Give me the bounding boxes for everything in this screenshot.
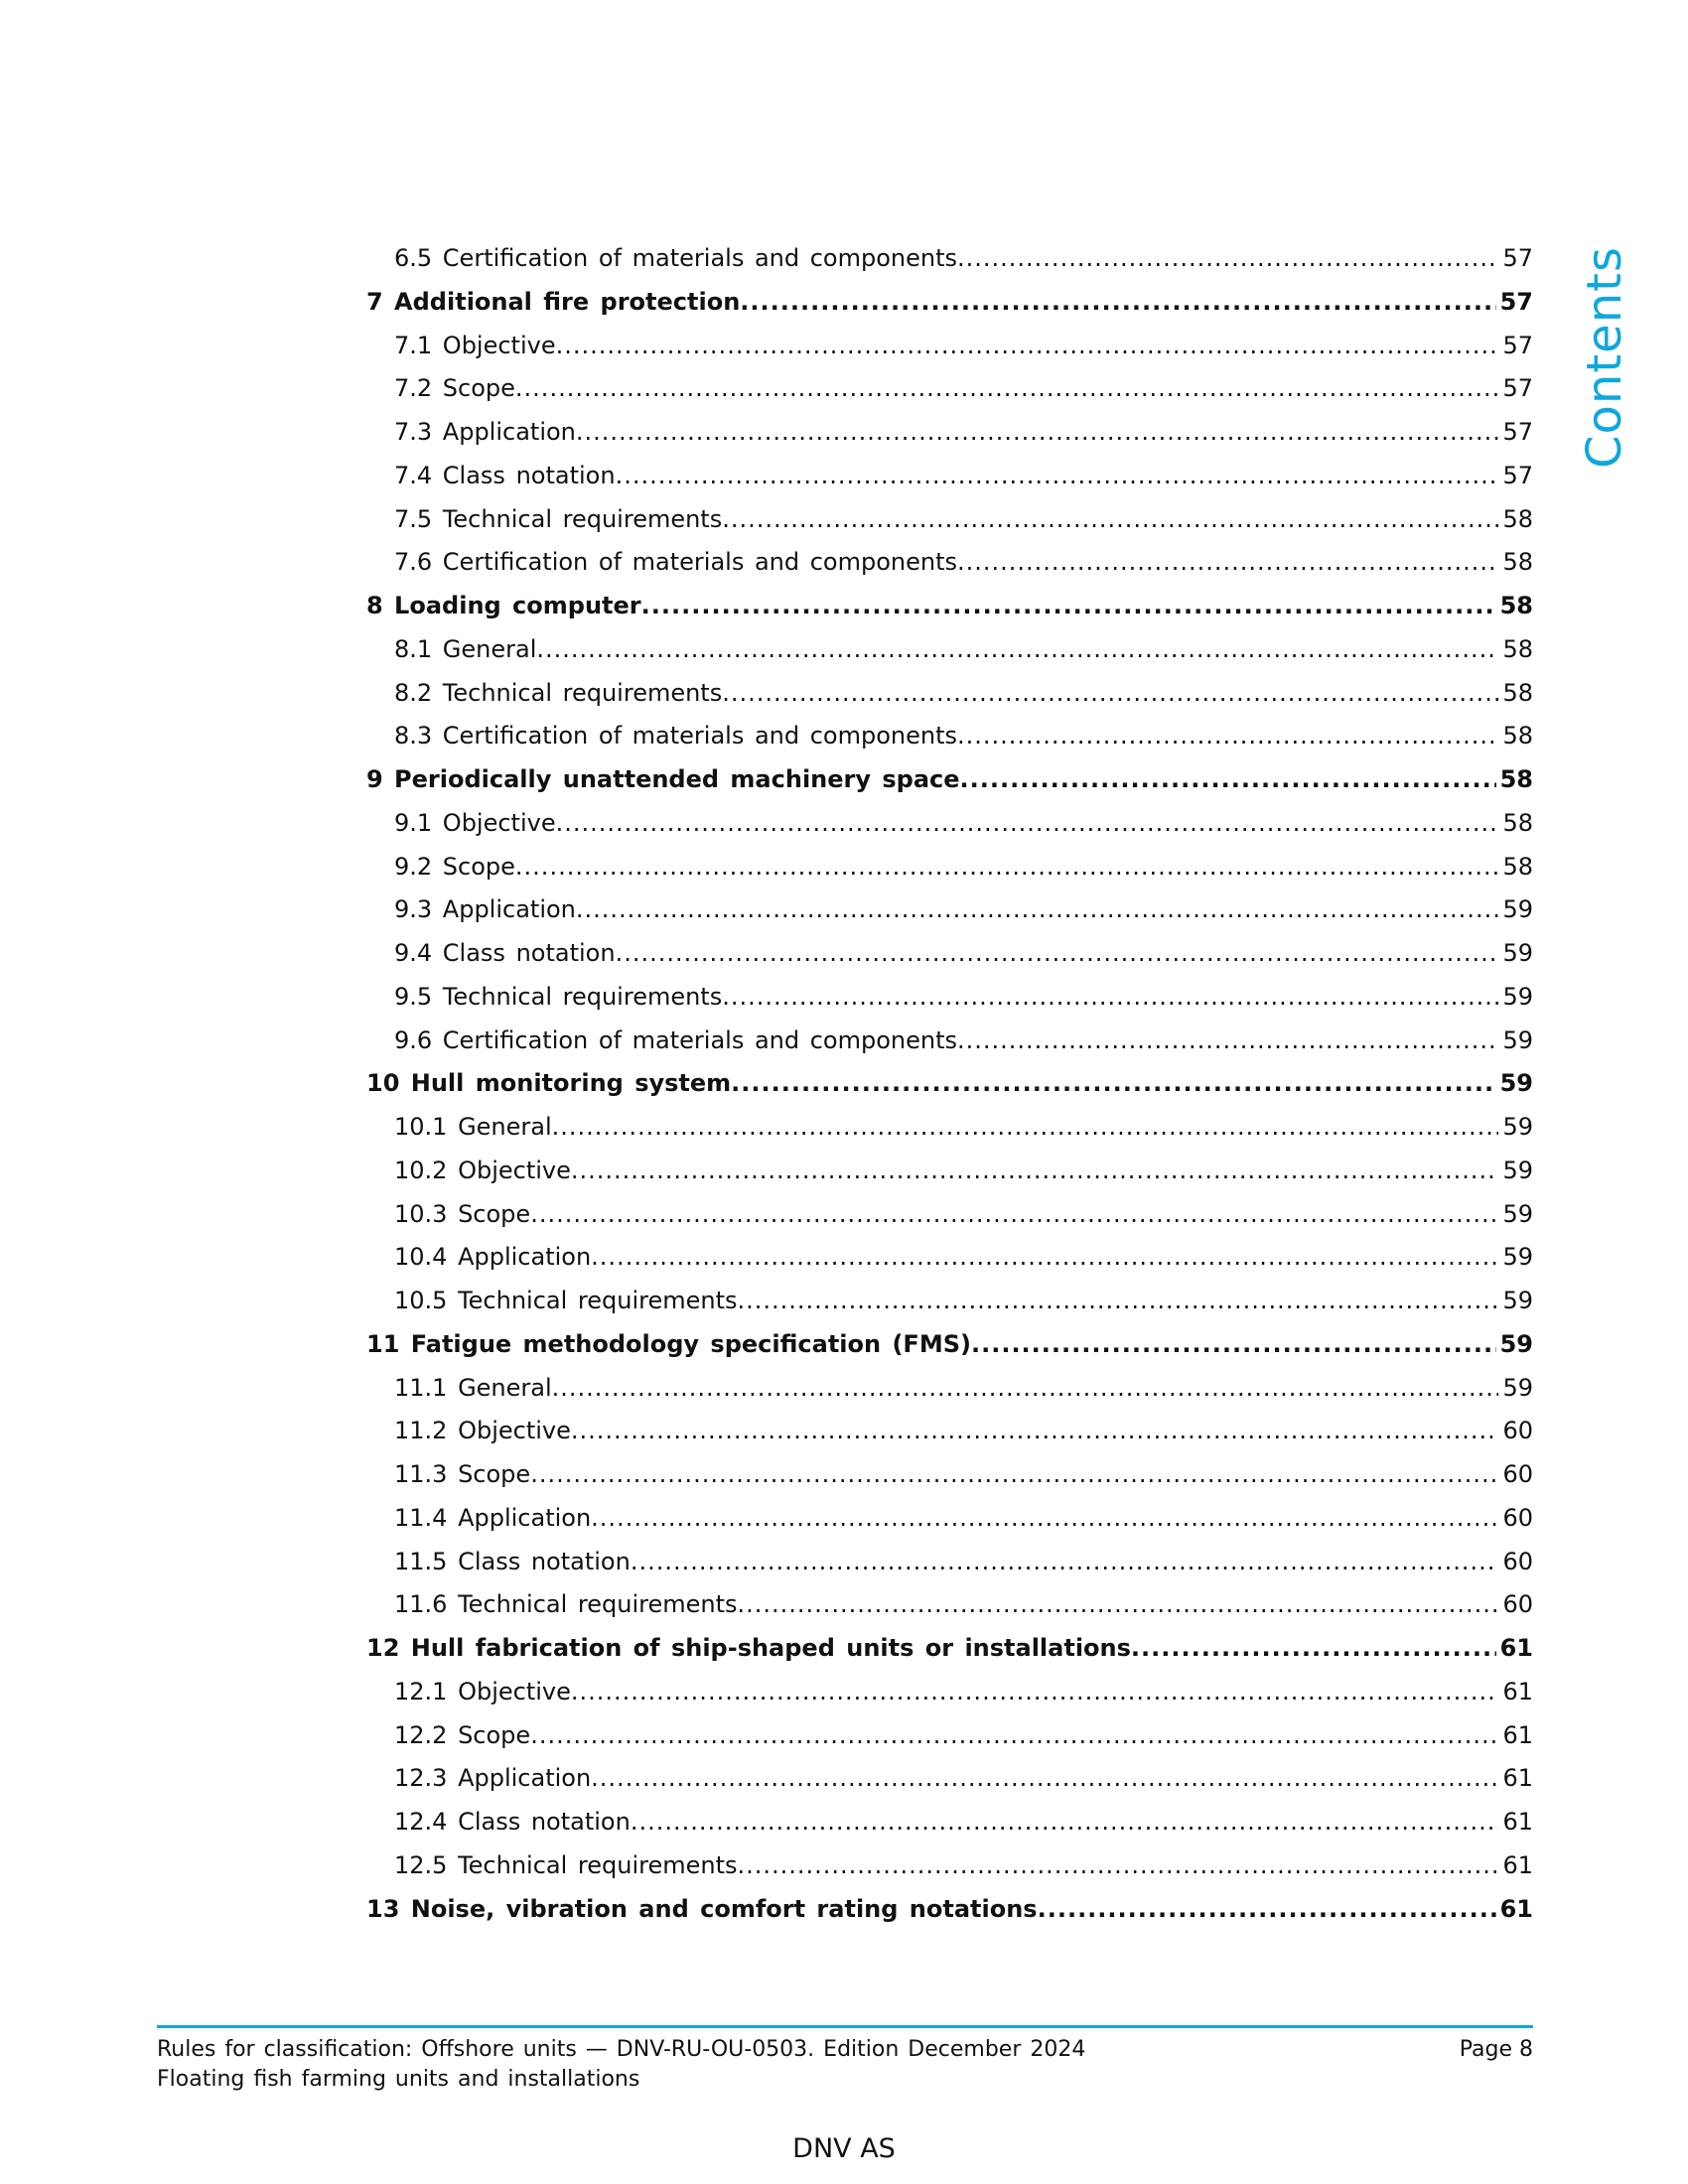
toc-entry-label: 7.1 Objective xyxy=(394,331,556,359)
toc-entry-page-number: 57 xyxy=(1502,418,1533,446)
toc-section-entry[interactable] xyxy=(366,1589,1533,1633)
toc-dot-leader xyxy=(576,894,1499,924)
toc-entry-page-number: 59 xyxy=(1502,982,1533,1011)
toc-entry-label: 7.4 Class notation xyxy=(394,461,616,489)
toc-entry-page-number: 58 xyxy=(1502,852,1533,881)
toc-dot-leader xyxy=(1038,1894,1496,1924)
toc-entry-page-number: 58 xyxy=(1502,504,1533,533)
toc-entry-label: 10.3 Scope xyxy=(394,1199,531,1228)
toc-entry-label: 10 Hull monitoring system xyxy=(366,1069,732,1098)
toc-entry-page-number: 58 xyxy=(1502,808,1533,837)
toc-entry-label: 9.1 Objective xyxy=(394,808,556,837)
toc-entry-page-number: 61 xyxy=(1499,1634,1533,1662)
toc-chapter-entry[interactable] xyxy=(366,1633,1533,1677)
toc-entry-label: 9.5 Technical requirements xyxy=(394,982,723,1011)
toc-entry-page-number: 61 xyxy=(1502,1720,1533,1749)
toc-dot-leader xyxy=(530,1459,1498,1489)
toc-entry-label: 9.2 Scope xyxy=(394,852,515,881)
toc-entry-label: 11.3 Scope xyxy=(394,1460,531,1488)
toc-section-entry[interactable] xyxy=(366,1025,1533,1069)
toc-dot-leader xyxy=(960,764,1496,794)
toc-entry-page-number: 59 xyxy=(1499,1069,1533,1098)
toc-section-entry[interactable] xyxy=(366,1156,1533,1199)
toc-entry-label: 11.5 Class notation xyxy=(394,1547,631,1575)
toc-dot-leader xyxy=(552,1373,1499,1403)
toc-entry-label: 10.5 Technical requirements xyxy=(394,1287,738,1314)
toc-entry-page-number: 61 xyxy=(1502,1850,1533,1879)
toc-entry-page-number: 59 xyxy=(1502,1025,1533,1054)
toc-entry-page-number: 57 xyxy=(1502,244,1533,272)
toc-entry-label: 6.5 Certification of materials and components xyxy=(394,244,958,272)
toc-entry-page-number: 60 xyxy=(1502,1503,1533,1532)
toc-entry-page-number: 58 xyxy=(1502,678,1533,707)
toc-dot-leader xyxy=(738,1589,1499,1619)
toc-entry-label: 9.6 Certification of materials and components xyxy=(394,1025,958,1054)
toc-entry-page-number: 58 xyxy=(1502,548,1533,577)
toc-entry-label: 11.2 Objective xyxy=(394,1417,571,1445)
toc-chapter-entry[interactable] xyxy=(366,1894,1533,1938)
toc-entry-label: 7.2 Scope xyxy=(394,374,515,403)
toc-entry-label: 10.1 General xyxy=(394,1113,552,1141)
toc-dot-leader xyxy=(571,1156,1499,1185)
toc-section-entry[interactable] xyxy=(366,547,1533,591)
toc-entry-page-number: 60 xyxy=(1502,1547,1533,1575)
toc-dot-leader xyxy=(631,1807,1499,1837)
footer-page-number: Page 8 xyxy=(1459,2037,1533,2062)
toc-section-entry[interactable] xyxy=(366,1763,1533,1807)
toc-entry-label: 8.2 Technical requirements xyxy=(394,678,723,707)
toc-entry-page-number: 61 xyxy=(1502,1808,1533,1836)
toc-entry-label: 9 Periodically unattended machinery space xyxy=(366,765,960,793)
toc-section-entry[interactable] xyxy=(366,678,1533,722)
toc-section-entry[interactable] xyxy=(366,1503,1533,1547)
toc-section-entry[interactable] xyxy=(366,852,1533,895)
toc-section-entry[interactable] xyxy=(366,721,1533,764)
toc-entry-page-number: 58 xyxy=(1499,765,1533,793)
toc-section-entry[interactable] xyxy=(366,1112,1533,1156)
footer-document-title: Rules for classification: Offshore units — DNV-RU-OU-0503. Edition December 2024 xyxy=(157,2037,1086,2062)
toc-section-entry[interactable] xyxy=(366,894,1533,938)
toc-entry-label: 11.1 General xyxy=(394,1373,552,1402)
toc-entry-page-number: 59 xyxy=(1502,1373,1533,1402)
toc-section-entry[interactable] xyxy=(366,634,1533,678)
toc-entry-page-number: 61 xyxy=(1502,1677,1533,1706)
footer-divider xyxy=(157,2025,1533,2028)
toc-entry-page-number: 58 xyxy=(1499,592,1533,619)
toc-section-entry[interactable] xyxy=(366,1199,1533,1243)
section-tab xyxy=(1575,246,1634,469)
footer-publisher: DNV AS xyxy=(792,2133,896,2164)
toc-section-entry[interactable] xyxy=(366,373,1533,417)
toc-section-entry[interactable] xyxy=(366,243,1533,287)
toc-entry-label: 9.3 Application xyxy=(394,895,576,924)
toc-section-entry[interactable] xyxy=(366,331,1533,374)
toc-dot-leader xyxy=(515,852,1499,882)
toc-entry-page-number: 58 xyxy=(1502,634,1533,663)
toc-dot-leader xyxy=(738,1850,1499,1880)
toc-chapter-entry[interactable] xyxy=(366,287,1533,331)
toc-dot-leader xyxy=(530,1199,1498,1229)
toc-section-entry[interactable] xyxy=(366,417,1533,461)
toc-dot-leader xyxy=(571,1677,1499,1706)
toc-section-entry[interactable] xyxy=(366,504,1533,548)
toc-entry-page-number: 57 xyxy=(1502,331,1533,359)
toc-dot-leader xyxy=(552,1112,1499,1142)
toc-entry-label: 7 Additional fire protection xyxy=(366,287,741,316)
toc-entry-page-number: 57 xyxy=(1502,461,1533,489)
toc-entry-page-number: 59 xyxy=(1502,939,1533,967)
toc-dot-leader xyxy=(576,417,1499,447)
toc-entry-page-number: 58 xyxy=(1502,722,1533,751)
toc-entry-page-number: 61 xyxy=(1502,1764,1533,1793)
toc-section-entry[interactable] xyxy=(366,938,1533,982)
toc-entry-label: 11.4 Application xyxy=(394,1503,592,1532)
toc-dot-leader xyxy=(530,1720,1498,1750)
toc-dot-leader xyxy=(738,1286,1499,1315)
toc-entry-label: 12.3 Application xyxy=(394,1764,592,1793)
toc-entry-page-number: 57 xyxy=(1499,287,1533,316)
toc-entry-label: 8.1 General xyxy=(394,634,537,663)
toc-section-entry[interactable] xyxy=(366,1286,1533,1329)
toc-section-entry[interactable] xyxy=(366,1677,1533,1720)
toc-chapter-entry[interactable] xyxy=(366,764,1533,808)
toc-dot-leader xyxy=(556,808,1499,838)
toc-entry-page-number: 61 xyxy=(1499,1894,1533,1923)
toc-entry-page-number: 57 xyxy=(1502,374,1533,403)
toc-dot-leader xyxy=(631,1547,1499,1576)
toc-chapter-entry[interactable] xyxy=(366,591,1533,634)
toc-entry-page-number: 59 xyxy=(1502,1156,1533,1184)
toc-section-entry[interactable] xyxy=(366,1720,1533,1764)
toc-entry-label: 7.3 Application xyxy=(394,418,576,446)
toc-section-entry[interactable] xyxy=(366,1416,1533,1459)
section-tab-label: Contents xyxy=(1577,246,1632,469)
footer-document-subtitle: Floating fish farming units and installations xyxy=(157,2067,640,2092)
toc-entry-page-number: 59 xyxy=(1502,1243,1533,1272)
toc-entry-page-number: 60 xyxy=(1502,1590,1533,1619)
toc-section-entry[interactable] xyxy=(366,808,1533,852)
toc-entry-label: 13 Noise, vibration and comfort rating notations xyxy=(366,1894,1038,1923)
toc-section-entry[interactable] xyxy=(366,461,1533,504)
toc-entry-label: 9.4 Class notation xyxy=(394,939,616,967)
toc-dot-leader xyxy=(515,373,1499,403)
toc-dot-leader xyxy=(591,1242,1498,1272)
toc-entry-label: 11.6 Technical requirements xyxy=(394,1590,738,1619)
footer-document-info xyxy=(157,2035,1085,2095)
toc-entry-label: 12 Hull fabrication of ship-shaped units or installations xyxy=(366,1634,1131,1662)
toc-entry-label: 12.2 Scope xyxy=(394,1720,531,1749)
toc-dot-leader xyxy=(722,982,1498,1012)
toc-entry-label: 11 Fatigue methodology specification (FMS) xyxy=(366,1329,971,1358)
toc-dot-leader xyxy=(957,547,1498,577)
toc-entry-label: 7.5 Technical requirements xyxy=(394,504,723,533)
toc-entry-label: 8 Loading computer xyxy=(366,592,641,619)
table-of-contents xyxy=(366,243,1533,1937)
toc-dot-leader xyxy=(556,331,1499,360)
toc-dot-leader xyxy=(1131,1633,1496,1663)
toc-entry-page-number: 60 xyxy=(1502,1417,1533,1445)
toc-dot-leader xyxy=(591,1503,1498,1533)
toc-chapter-entry[interactable] xyxy=(366,1068,1533,1112)
toc-section-entry[interactable] xyxy=(366,1807,1533,1850)
toc-section-entry[interactable] xyxy=(366,982,1533,1025)
toc-entry-page-number: 59 xyxy=(1499,1329,1533,1358)
toc-dot-leader xyxy=(616,461,1499,490)
toc-entry-label: 8.3 Certification of materials and components xyxy=(394,722,958,751)
toc-entry-page-number: 59 xyxy=(1502,1199,1533,1228)
toc-dot-leader xyxy=(571,1416,1499,1445)
toc-entry-label: 12.1 Objective xyxy=(394,1677,571,1706)
toc-dot-leader xyxy=(591,1763,1498,1793)
toc-dot-leader xyxy=(971,1329,1496,1359)
toc-entry-label: 12.5 Technical requirements xyxy=(394,1850,738,1879)
toc-dot-leader xyxy=(740,287,1495,317)
toc-entry-page-number: 59 xyxy=(1502,1113,1533,1141)
toc-dot-leader xyxy=(536,634,1498,664)
toc-section-entry[interactable] xyxy=(366,1373,1533,1417)
toc-entry-label: 10.4 Application xyxy=(394,1243,592,1272)
toc-dot-leader xyxy=(731,1068,1495,1098)
toc-dot-leader xyxy=(722,504,1498,534)
toc-entry-label: 12.4 Class notation xyxy=(394,1808,631,1836)
toc-entry-label: 10.2 Objective xyxy=(394,1156,571,1184)
toc-dot-leader xyxy=(957,243,1498,273)
toc-dot-leader xyxy=(641,591,1496,620)
toc-dot-leader xyxy=(957,721,1498,751)
toc-section-entry[interactable] xyxy=(366,1459,1533,1503)
toc-entry-page-number: 60 xyxy=(1502,1460,1533,1488)
toc-dot-leader xyxy=(616,938,1499,968)
toc-entry-label: 7.6 Certification of materials and components xyxy=(394,548,958,577)
toc-section-entry[interactable] xyxy=(366,1547,1533,1590)
toc-section-entry[interactable] xyxy=(366,1850,1533,1894)
toc-chapter-entry[interactable] xyxy=(366,1329,1533,1373)
toc-section-entry[interactable] xyxy=(366,1242,1533,1286)
toc-dot-leader xyxy=(957,1025,1498,1055)
toc-dot-leader xyxy=(722,678,1498,708)
toc-entry-page-number: 59 xyxy=(1502,1287,1533,1314)
toc-entry-page-number: 59 xyxy=(1502,895,1533,924)
